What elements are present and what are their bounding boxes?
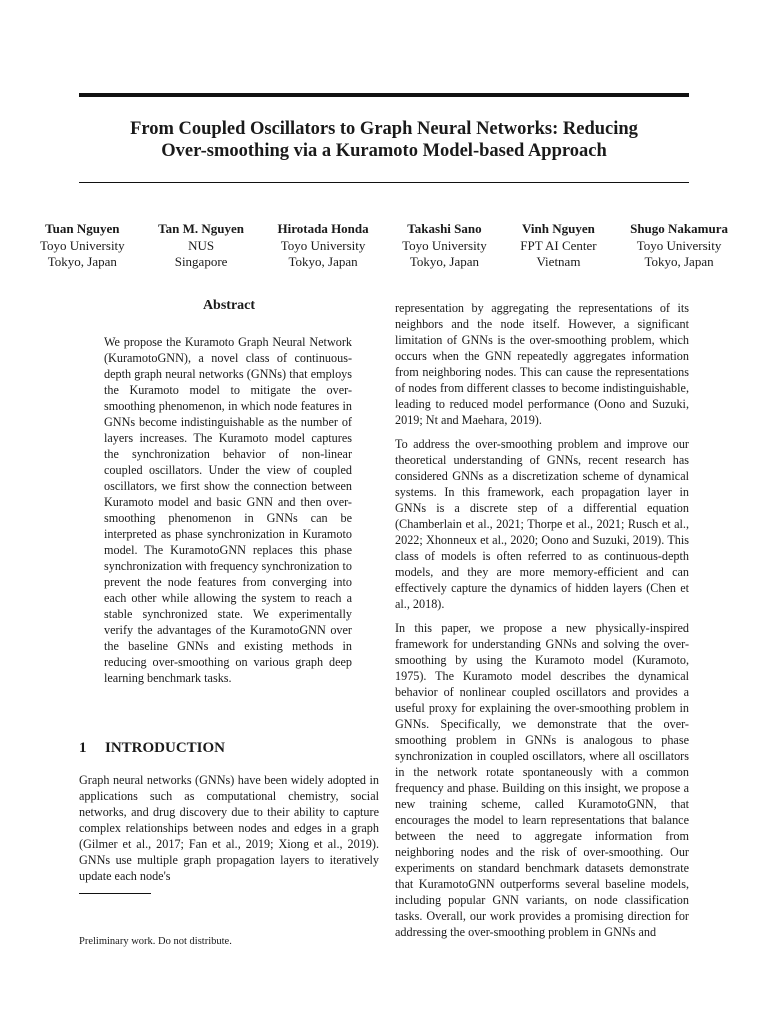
title-line-2: Over-smoothing via a Kuramoto Model-based Approach <box>161 141 607 161</box>
abstract-body <box>104 334 352 686</box>
author-name: Takashi Sano <box>407 221 482 236</box>
author <box>630 221 728 271</box>
title-line-1: From Coupled Oscillators to Graph Neural Networks: Reducing <box>130 119 638 139</box>
author-location: Vietnam <box>536 254 581 269</box>
author-affiliation: Toyo University <box>402 237 487 253</box>
author-affiliation: FPT AI Center <box>520 237 597 253</box>
intro-paragraph: Graph neural networks (GNNs) have been widely adopted in applications such as computational chemistry, social networks, and drug discovery due to their ability to capture complex relationships between nodes and edges in a graph (Gilmer et al., 2017; Fan et al., 2019; Xiong et al., 2019). GNNs use multiple graph propagation layers to iteratively update each node's <box>79 773 379 883</box>
author <box>402 221 487 271</box>
section-title: INTRODUCTION <box>105 740 226 756</box>
paper-title <box>79 118 689 162</box>
body-paragraph: representation by aggregating the representations of its neighbors and the node itself. However, a significant limitation of GNNs is the over-smoothing problem, which occurs when the GNN repeatedly aggregates information from neighboring nodes. This can cause the representations of nodes from different classes to become indistinguishable, leading to reduced model performance (Oono and Suzuki, 2019; Nt and Maehara, 2019). <box>395 301 689 427</box>
author-location: Singapore <box>174 254 228 269</box>
author-name: Hirotada Honda <box>277 221 369 236</box>
body-paragraph: To address the over-smoothing problem and improve our theoretical understanding of GNNs, recent research has considered GNNs as a discretization scheme of dynamical systems. In this framework, each propagation layer in GNNs is a discrete step of a differential equation (Chamberlain et al., 2021; Thorpe et al., 2021; Rusch et al., 2022; Xhonneux et al., 2020; Oono and Suzuki, 2019). This class of models is often referred to as continuous-depth models, and they are more memory-efficient and can effectively capture the dynamics of hidden layers (Chen et al., 2018). <box>395 437 689 611</box>
right-column <box>395 300 689 940</box>
author <box>158 221 244 271</box>
author-name: Tan M. Nguyen <box>158 221 245 236</box>
section-number: 1 <box>79 740 87 756</box>
abstract-paragraph: We propose the Kuramoto Graph Neural Network (KuramotoGNN), a novel class of continuous-depth graph neural networks (GNNs) that employs the Kuramoto model to mitigate the over-smoothing phenomenon, in which node features in GNNs become indistinguishable as the number of layers increases. The Kuramoto model captures the synchronization behavior of non-linear coupled oscillators. Under the view of coupled oscillators, we first show the connection between Kuramoto model and basic GNN and then over-smoothing phenomenon in GNNs can be interpreted as phase synchronization in Kuramoto model. The KuramotoGNN replaces this phase synchronization with frequency synchronization to prevent the node features from converging into each other while allowing the system to reach a stable synchronized state. We experimentally verify the advantages of the KuramotoGNN over the baseline GNNs and existing methods in reducing over-smoothing on various graph deep learning benchmark tasks. <box>104 335 352 685</box>
author-location: Tokyo, Japan <box>409 254 480 269</box>
intro-left-column <box>79 772 379 884</box>
top-rule <box>79 93 689 97</box>
author-affiliation: Toyo University <box>636 237 722 253</box>
author <box>40 221 125 271</box>
footnote-rule <box>79 893 151 894</box>
author-name: Vinh Nguyen <box>522 221 595 236</box>
author-list <box>40 221 728 271</box>
author-name: Tuan Nguyen <box>45 221 120 236</box>
author-location: Tokyo, Japan <box>288 254 358 269</box>
body-paragraph: In this paper, we propose a new physically-inspired framework for understanding GNNs and solving the over-smoothing by using the Kuramoto model (Kuramoto, 1975). The Kuramoto model describes the dynamical behavior of nonlinear coupled oscillators and provides a useful proxy for explaining the over-smoothing problem in GNNs. Specifically, we demonstrate that the over-smoothing problem in GNNs is analogous to phase synchronization in coupled oscillators, where all oscillators in the network rotate spontaneously with a common frequency and phase. Building on this insight, we propose a new training scheme, called KuramotoGNN, that encourages the model to learn representations that balance between the need to aggregate information from neighboring nodes and the risk of over-smoothing. Our experiments on standard benchmark datasets demonstrate that KuramotoGNN outperforms several baseline models, including popular GNN variants, on node classification tasks. Overall, our work provides a promising direction for addressing the over-smoothing problem in GNNs and <box>395 621 689 939</box>
footnote: Preliminary work. Do not distribute. <box>79 936 232 947</box>
author-affiliation: NUS <box>188 237 215 253</box>
author-location: Tokyo, Japan <box>47 254 117 269</box>
author-affiliation: Toyo University <box>40 237 125 253</box>
section-heading-introduction <box>79 740 225 757</box>
author-location: Tokyo, Japan <box>644 254 714 269</box>
author-name: Shugo Nakamura <box>630 221 728 236</box>
author <box>278 221 369 271</box>
abstract-heading: Abstract <box>202 298 256 313</box>
author <box>520 221 596 271</box>
title-rule <box>79 182 689 183</box>
author-affiliation: Toyo University <box>280 237 366 253</box>
